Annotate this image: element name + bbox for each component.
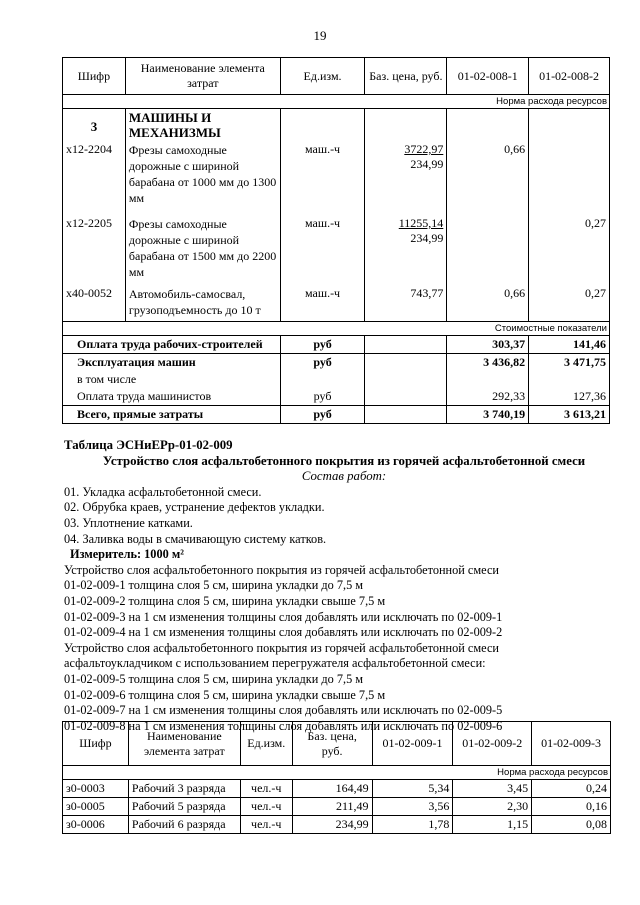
- row-value-1: 3,56: [372, 798, 453, 816]
- desc-line: 01-02-009-8 на 1 см изменения толщины слоя добавлять или исключать по 02-009-6: [64, 718, 503, 733]
- table-row: [63, 816, 611, 834]
- total-value-1: 303,37: [447, 335, 529, 353]
- work-item: 03. Уплотнение катками.: [64, 515, 193, 530]
- description-block: [64, 438, 624, 734]
- total-unit: руб: [280, 405, 365, 423]
- row-value-2: 1,15: [453, 816, 532, 834]
- desc-line: 01-02-009-3 на 1 см изменения толщины слоя добавлять или исключать по 02-009-1: [64, 609, 503, 624]
- page-number: 19: [313, 28, 327, 43]
- resource-table-008: [62, 57, 610, 424]
- row-code: х12-2205: [63, 215, 126, 285]
- total-value-1: 292,33: [447, 388, 529, 406]
- norm-label-row: [63, 95, 610, 109]
- total-unit: руб: [280, 353, 365, 371]
- header-col-3: 01-02-009-3: [532, 722, 611, 766]
- table-row: [63, 215, 610, 285]
- row-price-main: 11255,14: [398, 216, 444, 230]
- total-name: в том числе: [63, 371, 281, 388]
- row-value-2: [529, 141, 610, 215]
- row-unit: маш.-ч: [280, 285, 365, 321]
- header-code: Шифр: [63, 722, 129, 766]
- table-row: [63, 780, 611, 798]
- header-col-1: 01-02-009-1: [372, 722, 453, 766]
- row-value-2: 0,27: [529, 215, 610, 285]
- section-row: [63, 109, 610, 142]
- table-row: [63, 141, 610, 215]
- total-unit: руб: [280, 388, 365, 406]
- row-value-1: 5,34: [372, 780, 453, 798]
- row-value-3: 0,24: [532, 780, 611, 798]
- header-code: Шифр: [63, 58, 126, 95]
- row-value-2: 2,30: [453, 798, 532, 816]
- header-unit: Ед.изм.: [280, 58, 365, 95]
- row-code: з0-0005: [63, 798, 129, 816]
- row-price-main: 743,77: [365, 285, 447, 321]
- total-row: [63, 335, 610, 353]
- header-col-2: 01-02-009-2: [453, 722, 532, 766]
- row-name: Рабочий 5 разряда: [128, 798, 240, 816]
- total-row: [63, 371, 610, 388]
- row-code: х12-2204: [63, 141, 126, 215]
- row-price-sub: 234,99: [410, 231, 444, 245]
- cost-label-row: [63, 321, 610, 335]
- total-value-2: 3 471,75: [529, 353, 610, 371]
- norm-label: Норма расхода ресурсов: [63, 95, 610, 109]
- row-price-main: 3722,97: [404, 142, 444, 156]
- row-value-2: 0,27: [529, 285, 610, 321]
- desc-line: 01-02-009-1 толщина слоя 5 см, ширина укладки до 7,5 м: [64, 578, 364, 593]
- norm-label-row: [63, 766, 611, 780]
- row-unit: чел.-ч: [240, 816, 292, 834]
- total-value-1: 3 436,82: [447, 353, 529, 371]
- table-header-row: [63, 722, 611, 766]
- desc-line: асфальтоукладчиком с использованием перегружателя асфальтобетонной смеси:: [64, 656, 486, 671]
- row-name: Рабочий 6 разряда: [128, 816, 240, 834]
- row-value-1: 0,66: [447, 141, 529, 215]
- header-price: Баз. цена, руб.: [292, 722, 372, 766]
- work-item: 01. Укладка асфальтобетонной смеси.: [64, 484, 262, 499]
- row-code: х40-0052: [63, 285, 126, 321]
- header-price: Баз. цена, руб.: [365, 58, 447, 95]
- table-header-row: [63, 58, 610, 95]
- work-item: 04. Заливка воды в смачивающую систему катков.: [64, 531, 327, 546]
- desc-line: Устройство слоя асфальтобетонного покрытия из горячей асфальтобетонной смеси: [64, 640, 499, 655]
- row-price: 211,49: [292, 798, 372, 816]
- row-unit: маш.-ч: [280, 141, 365, 215]
- row-value-3: 0,16: [532, 798, 611, 816]
- total-row: [63, 405, 610, 423]
- row-value-1: [447, 215, 529, 285]
- row-price: 164,49: [292, 780, 372, 798]
- row-name: Автомобиль-самосвал, грузоподъемность до 10 т: [125, 285, 280, 321]
- row-name: Фрезы самоходные дорожные с шириной барабана от 1500 мм до 2200 мм: [125, 215, 280, 285]
- total-row: [63, 388, 610, 406]
- total-value-2: 141,46: [529, 335, 610, 353]
- row-value-3: 0,08: [532, 816, 611, 834]
- desc-line: 01-02-009-4 на 1 см изменения толщины слоя добавлять или исключать по 02-009-2: [64, 625, 503, 640]
- table-subtitle: Устройство слоя асфальтобетонного покрытия из горячей асфальтобетонной смеси: [102, 453, 586, 468]
- norm-label: Норма расхода ресурсов: [63, 766, 611, 780]
- header-col-1: 01-02-008-1: [447, 58, 529, 95]
- table-row: [63, 798, 611, 816]
- row-value-2: 3,45: [453, 780, 532, 798]
- resource-table-009: [62, 721, 611, 834]
- total-value-2: 3 613,21: [529, 405, 610, 423]
- desc-line: 01-02-009-6 толщина слоя 5 см, ширина укладки свыше 7,5 м: [64, 687, 386, 702]
- row-unit: маш.-ч: [280, 215, 365, 285]
- row-name: Рабочий 3 разряда: [128, 780, 240, 798]
- row-price-sub: 234,99: [410, 157, 444, 171]
- desc-line: 01-02-009-5 толщина слоя 5 см, ширина укладки до 7,5 м: [64, 671, 364, 686]
- row-value-1: 1,78: [372, 816, 453, 834]
- total-name: Эксплуатация машин: [63, 353, 281, 371]
- row-price: 234,99: [292, 816, 372, 834]
- total-unit: руб: [280, 335, 365, 353]
- total-name: Всего, прямые затраты: [63, 405, 281, 423]
- header-unit: Ед.изм.: [240, 722, 292, 766]
- total-value-2: 127,36: [529, 388, 610, 406]
- desc-line: 01-02-009-2 толщина слоя 5 см, ширина укладки свыше 7,5 м: [64, 593, 386, 608]
- row-code: з0-0003: [63, 780, 129, 798]
- total-name: Оплата труда машинистов: [63, 388, 281, 406]
- work-item: 02. Обрубка краев, устранение дефектов укладки.: [64, 500, 325, 515]
- row-unit: чел.-ч: [240, 798, 292, 816]
- desc-line: Устройство слоя асфальтобетонного покрытия из горячей асфальтобетонной смеси: [64, 562, 499, 577]
- row-unit: чел.-ч: [240, 780, 292, 798]
- header-name: Наименование элемента затрат: [128, 722, 240, 766]
- desc-line: 01-02-009-7 на 1 см изменения толщины слоя добавлять или исключать по 02-009-5: [64, 703, 503, 718]
- row-value-1: 0,66: [447, 285, 529, 321]
- work-heading: Состав работ:: [301, 469, 387, 484]
- table-row: [63, 285, 610, 321]
- header-name: Наименование элемента затрат: [125, 58, 280, 95]
- section-number: 3: [63, 109, 126, 142]
- row-name: Фрезы самоходные дорожные с шириной барабана от 1000 мм до 1300 мм: [125, 141, 280, 215]
- meter: Измеритель: 1000 м²: [70, 547, 184, 562]
- total-name: Оплата труда рабочих-строителей: [63, 335, 281, 353]
- section-title: МАШИНЫ И МЕХАНИЗМЫ: [125, 109, 280, 142]
- header-col-2: 01-02-008-2: [529, 58, 610, 95]
- table-title: Таблица ЭСНиЕРр-01-02-009: [64, 438, 233, 452]
- row-code: з0-0006: [63, 816, 129, 834]
- total-row: [63, 353, 610, 371]
- total-value-1: 3 740,19: [447, 405, 529, 423]
- cost-label: Стоимостные показатели: [63, 321, 610, 335]
